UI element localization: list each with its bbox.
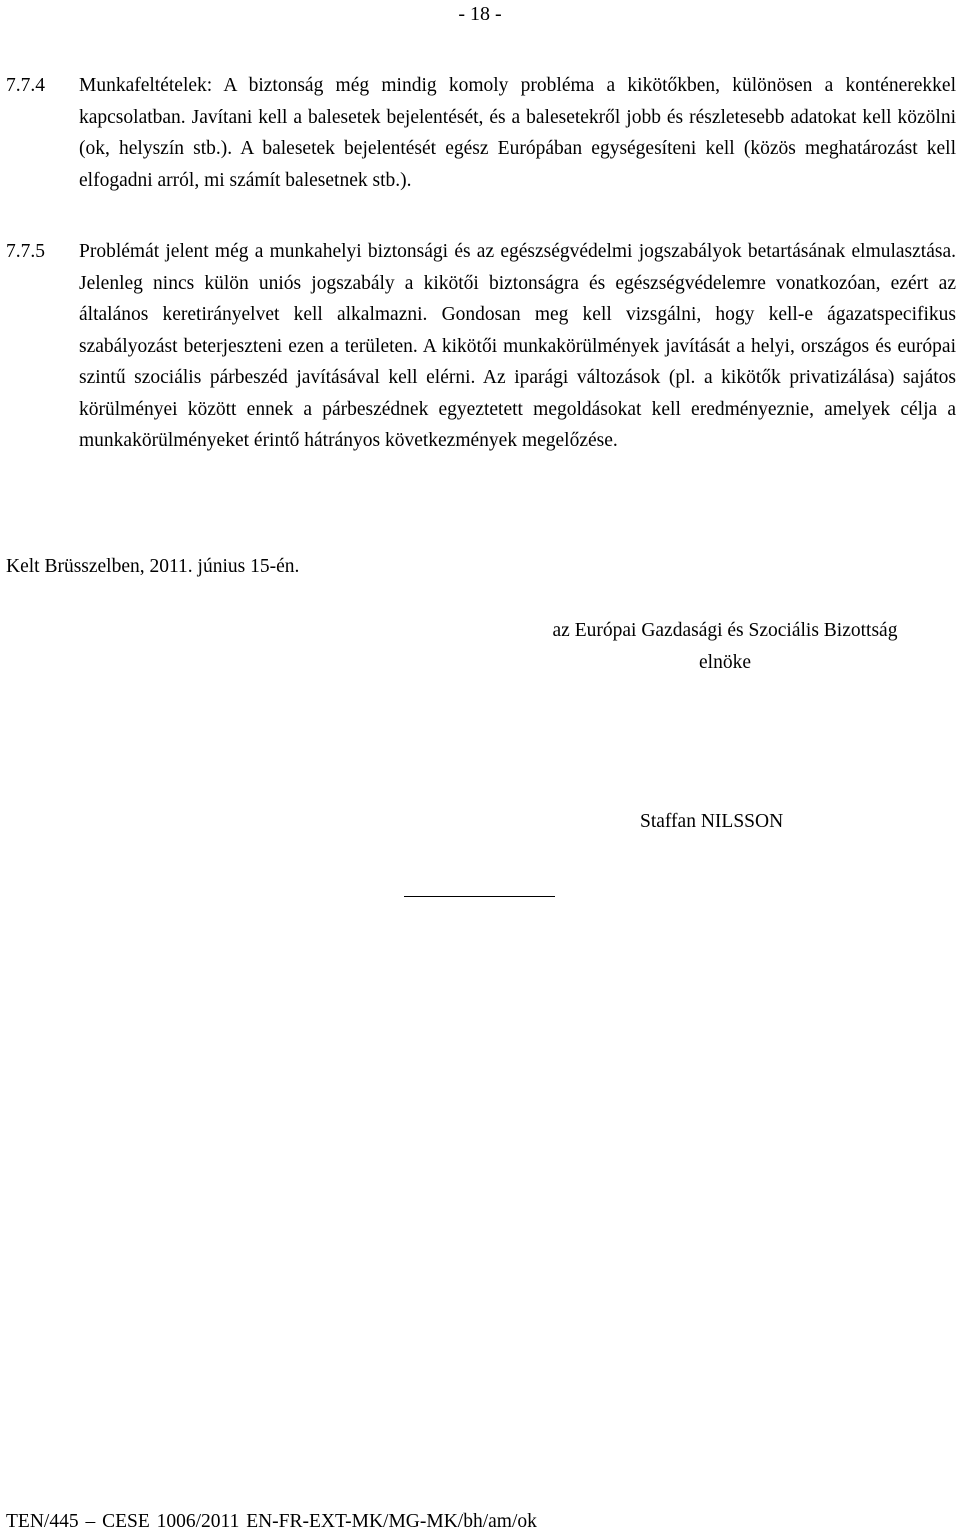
section-text: Problémát jelent még a munkahelyi biztonsági és az egészségvédelmi jogszabályok betartásának elmulasztása. Jelenleg nincs külön uniós jogszabály a kikötői biztonságra és egészségvédelemre vonatkozóan, ezért az általános keretirányelvet kell alkalmazni. Gondosan meg kell vizsgálni, hogy kell-e ágazatspecifikus szabályozást beterjeszteni ezen a területen. A kikötői munkakörülmények javítását a helyi, országos és európai szintű szociális párbeszéd javításával kell elérni. Az iparági változások (pl. a kikötők privatizálása) sajátos körülményei között ennek a párbeszédnek egyeztetett megoldásokat kell eredményeznie, amelyek célja a munkakörülményeket érintő hátrányos következmények megelőzése. (79, 241, 956, 451)
signature-line (404, 896, 555, 897)
signer-name: Staffan NILSSON (640, 811, 784, 832)
signature-organization (490, 615, 960, 678)
section-7-7-4 (6, 70, 956, 196)
section-text: Munkafeltételek: A biztonság még mindig komoly probléma a kikötőkben, különösen a konténerekkel kapcsolatban. Javítani kell a balesetek bejelentését, és a balesetekről jobb és részletesebb adatokat kell közölni (ok, helyszín stb.). A balesetek bejelentését egész Európában egységesíteni kell (közös meghatározást kell elfogadni arról, mi számít balesetnek stb.). (79, 75, 956, 191)
page-number: - 18 - (458, 3, 502, 25)
section-7-7-5 (6, 236, 956, 457)
document-reference: TEN/445 – CESE 1006/2011 EN-FR-EXT-MK/MG-MK/bh/am/ok (6, 1511, 537, 1532)
dateline: Kelt Brüsszelben, 2011. június 15-én. (6, 556, 300, 577)
section-number: 7.7.5 (6, 241, 45, 262)
organization-name: az Európai Gazdasági és Szociális Bizottság (552, 620, 898, 641)
section-number: 7.7.4 (6, 75, 45, 96)
organization-role: elnöke (699, 651, 751, 673)
